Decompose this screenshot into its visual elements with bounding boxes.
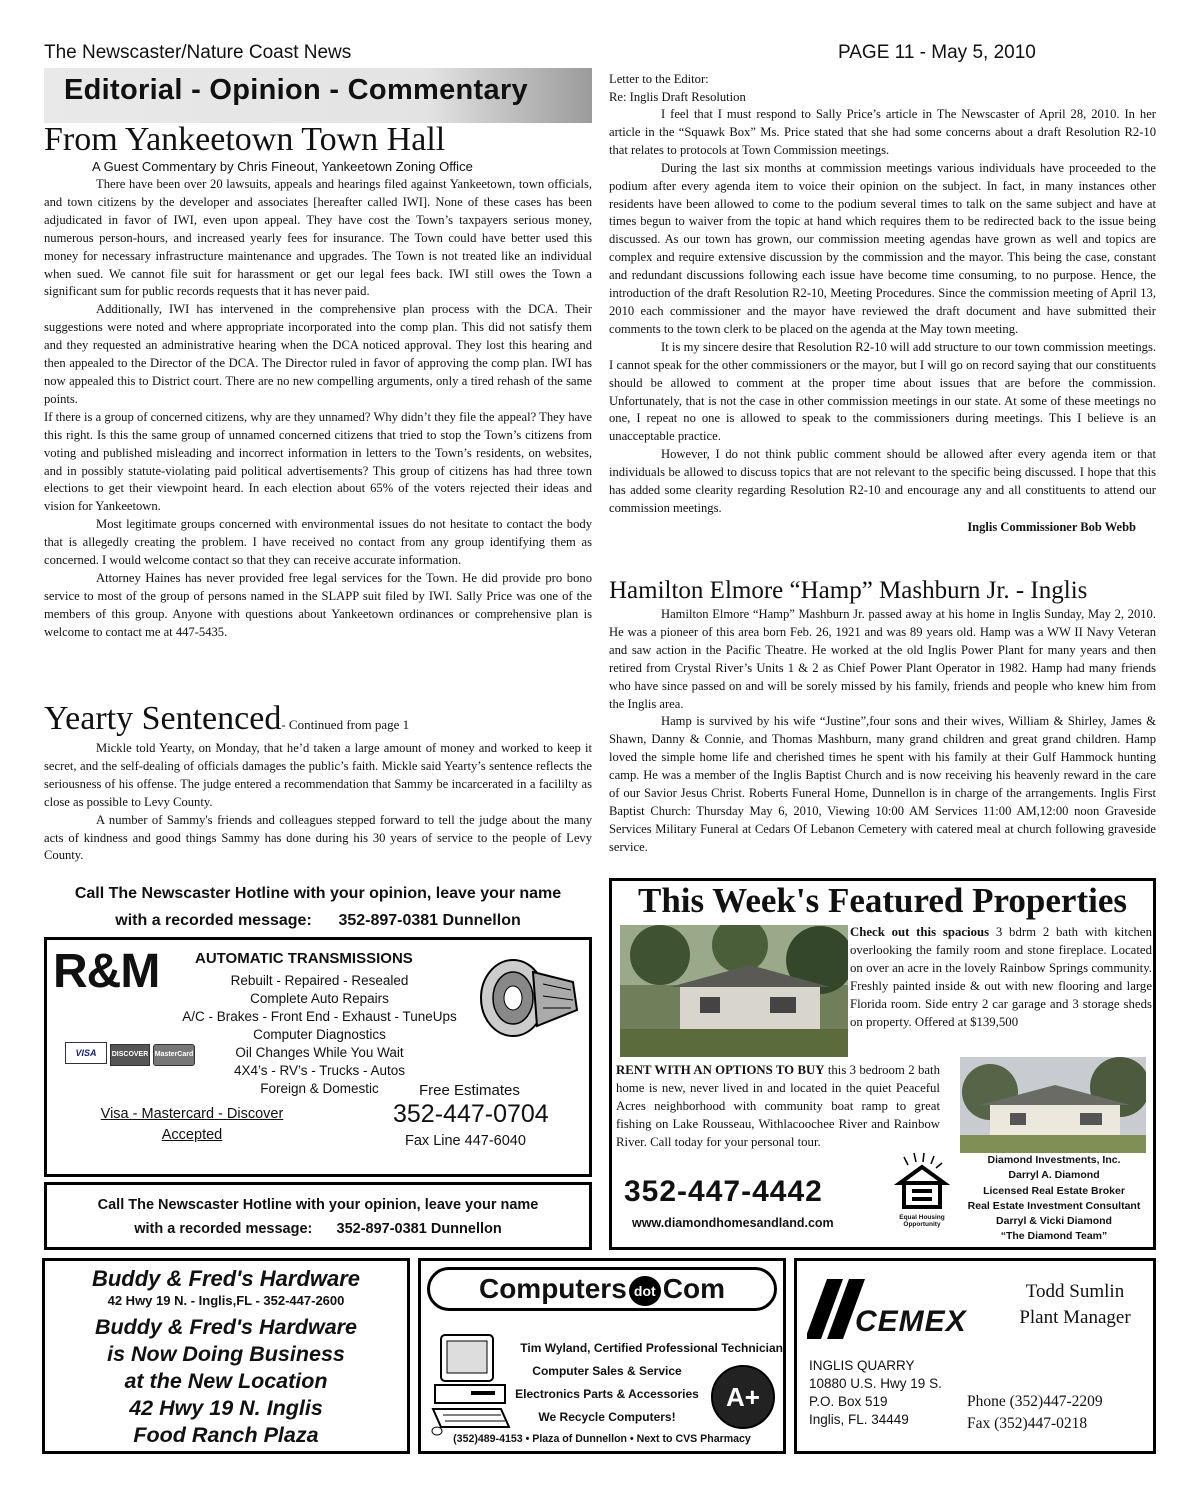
agent-line: Darryl A. Diamond: [1008, 1169, 1100, 1182]
letter-subject: Re: Inglis Draft Resolution: [609, 90, 746, 104]
yearty-headline: Yearty Sentenced: [44, 700, 282, 737]
listing-2-text: this 3 bedroom 2 bath home is new, never lived in and located in the quiet Peaceful Acres neighborhood with community boat ramp to great fishing on Lake Rousseau, Withlacoochee River and Rainbow River. Call today for your personal tour.: [616, 1063, 940, 1149]
yearty-article: [44, 700, 592, 865]
section-banner-label: Editorial - Opinion - Commentary: [64, 74, 528, 106]
paragraph: Most legitimate groups concerned with environmental issues do not hesitate to contact the body that is allegedly creating the problem. I have received no contact from any group identifying them as concerned. I would welcome contact so that they can receive accurate information.: [44, 517, 592, 568]
mastercard-card-icon: MasterCard: [153, 1044, 195, 1066]
paragraph: During the last six months at commission meetings various individuals have proceeded to the podium after every agenda item to voice their opinion on the subject. In fact, in many instances other residents have been allowed to come to the podium several times to talk on the same subject and have at times begun to waiver from the topic at hand which requires them to be redirected back to the issue being discussed. As our town has grown, our commission meeting agendas have grown as well and topics are complex and require extensive discussion by the commission and the mayor. This being the case, constant and redundant discussions following each issue have become time consuming, to no purpose. Hence, the introduction of the draft Resolution R2-10, Meeting Procedures. Since the commission meeting of April 13, 2010 each commissioner and the mayor have reviewed the draft document and have submitted their comments to the town clerk to be placed on the agenda at the May town meeting.: [609, 160, 1156, 336]
service-line: Complete Auto Repairs: [250, 991, 389, 1006]
featured-properties-ad: [609, 878, 1156, 1250]
hotline-line-2a: with a recorded message:: [134, 1221, 313, 1237]
hardware-address: 42 Hwy 19 N. - Inglis,FL - 352-447-2600: [107, 1293, 345, 1308]
rm-fax: Fax Line 447-6040: [405, 1133, 526, 1149]
a-plus-certified-seal-icon: A+: [711, 1365, 775, 1429]
paragraph: Additionally, IWI has intervened in the comprehensive plan process with the DCA. Their suggestions were noted and where appropriate incorporated into the comp plan. This did not satisfy them and they requested an administrative hearing when the DCA noticed approval. They lost this hearing and then appealed to the Director of the DCA. The Director ruled in favor of approving the comp plan. IWI has now appealed this to District court. There are no new compelling arguments, only a tired rehash of the same points.: [44, 302, 592, 406]
discover-card-icon: DISCOVER: [110, 1044, 150, 1066]
computers-technician: Tim Wyland, Certified Professional Technician: [520, 1341, 783, 1355]
service-line: A/C - Brakes - Front End - Exhaust - TuneUps: [182, 1009, 457, 1024]
paragraph: If there is a group of concerned citizens, why are they unnamed? Why didn’t they file the appeal? They have this right. Is this the same group of unnamed concerned citizens that tried to stop the Town’s citizens from voting and published misleading and incorrect information in letters to the Town’s residents, on websites, and in possibly statute-violating paid political advertisements? This group of citizens has had three town elections to get their viewpoint heard. In each election about 65% of the voters rejected their ideas and vision for Yankeetown.: [44, 409, 592, 514]
address-line: P.O. Box 519: [809, 1394, 888, 1409]
hardware-line: 42 Hwy 19 N. Inglis: [129, 1396, 323, 1420]
letter-salutation: Letter to the Editor:: [609, 72, 709, 86]
listing-1: [850, 923, 1152, 1031]
cemex-address: [809, 1357, 942, 1429]
cemex-phones: [967, 1391, 1103, 1435]
cemex-ad: [794, 1258, 1156, 1454]
paragraph: Attorney Haines has never provided free legal services for the Town. He did provide pro bono service to most of the group of persons named in the SLAPP suit filed by IWI. Sally Price was one of the members of this group. Anyone with questions about Yankeetown ordinances or comprehensive plan is welcome to contact me at 447-5435.: [44, 570, 592, 639]
hotline-line-1: Call The Newscaster Hotline with your opinion, leave your name: [97, 1197, 539, 1213]
rm-payment-line-1: Visa - Mastercard - Discover: [100, 1106, 284, 1122]
rm-services: [177, 972, 462, 1098]
hardware-name: Buddy & Fred's Hardware: [91, 1266, 361, 1291]
obituary-headline: Hamilton Elmore “Hamp” Mashburn Jr. - Inglis: [609, 577, 1088, 604]
yankeetown-article: [44, 122, 592, 642]
service-line: Computer Sales & Service: [532, 1364, 682, 1378]
cemex-logo-text: CEMEX: [855, 1305, 967, 1338]
paragraph: It is my sincere desire that Resolution R2-10 will add structure to our town commission meetings. I cannot speak for the other commissioners or the mayor, but I will go on record saying that our constituents should be allowed to comment at the proper time about issues that are before the commission. Unfortunately, that is not the case in other commission meetings in our state. At some of these meetings no one, I repeat no one is allowed to speak to the commissioners during meetings. This I believe is an unacceptable practice.: [609, 339, 1156, 444]
paragraph: Hamilton Elmore “Hamp” Mashburn Jr. passed away at his home in Inglis Sunday, May 2, 2010. He was a pioneer of this area born Feb. 26, 1921 and was 89 years old. Hamp was a WW II Navy Veteran and saw action in the Pacific Theatre. He worked at the old Inglis Power Plant for many years and then retired from Crystal River’s Units 1 & 2 as Chief Power Plant Operator in 1982. Hamp had many friends who have since passed on and will be sorely missed by his family, friends and people who knew him from the Inglis area.: [609, 607, 1156, 711]
obituary-body: [609, 606, 1156, 857]
properties-website[interactable]: www.diamondhomesandland.com: [632, 1216, 834, 1230]
cemex-fax: Fax (352)447-0218: [967, 1415, 1088, 1432]
service-line: Foreign & Domestic: [260, 1081, 379, 1096]
logo-dot: dot: [629, 1276, 661, 1306]
visa-card-icon: VISA: [65, 1042, 107, 1064]
rm-free-estimates: Free Estimates: [419, 1082, 520, 1099]
paragraph: There have been over 20 lawsuits, appeals and hearings filed against Yankeetown, town officials, and town citizens by the developer and associates [hereafter called IWI]. None of these cases has been adjudicated in favor of IWI, even upon appeal. They have cost the Town’s taxpayers serious money, numerous person-hours, and increased yearly fees for insurance. The Town could have better used this money for necessary infrastructure maintenance and upgrades. The Town is not treated like an individual when sued. We cannot file suit for harassment or get our legal fees back. IWI still owes the Town a significant sum for public records requests that it has never paid.: [44, 177, 592, 299]
running-head-page: PAGE 11 - May 5, 2010: [838, 42, 1036, 63]
service-line: Computer Diagnostics: [253, 1027, 386, 1042]
yankeetown-byline: A Guest Commentary by Chris Fineout, Yankeetown Zoning Office: [92, 159, 473, 174]
rm-title: AUTOMATIC TRANSMISSIONS: [195, 950, 413, 967]
equal-housing-label: Equal Housing Opportunity: [899, 1214, 945, 1228]
paragraph: Hamp is survived by his wife “Justine”,four sons and their wives, William & Shirley, James & Shawn, Danny & Connie, and Thomas Mashburn, many grand children and great grand children. Hamp loved the simple home life and cherished times he spent with his family at their Gulf Hammock hunting camp. He was a member of the Inglis Baptist Church and is now receiving his heavenly reward in the care of our Savior Jesus Christ. Roberts Funeral Home, Dunnellon is in charge of the arrangements. Inglis First Baptist Church: Thursday May 6, 2010, Viewing 10:00 AM Services 11:00 AM,12:00 noon Graveside Services Military Funeral at Cedars Of Lebanon Cemetery with catered meal at church following graveside service.: [609, 714, 1156, 854]
hardware-line: Food Ranch Plaza: [133, 1423, 319, 1447]
listing-2: [616, 1061, 940, 1151]
yankeetown-headline: From Yankeetown Town Hall: [44, 121, 446, 158]
listing-1-text: 3 bdrm 2 bath with kitchen overlooking the family room and stone fireplace. Located on over an acre in the lovely Rainbow Springs community. Freshly painted inside & out with new flooring and large Florida room. Side entry 2 car garage and 3 storage sheds on property. Offered at $139,500: [850, 925, 1153, 1029]
service-line: 4X4’s - RV’s - Trucks - Autos: [233, 1063, 406, 1078]
paragraph: Mickle told Yearty, on Monday, that he’d taken a large amount of money and worked to keep it secret, and the self-dealing of officials damages the public’s faith. Mickle said Yearty’s sentence reflects the seriousness of his offense. The judge entered a recommendation that Sammy be incarcerated in a facililty as close as possible to Levy County.: [44, 741, 592, 809]
cemex-contact-name: Todd Sumlin: [1025, 1281, 1125, 1302]
agent-line: Diamond Investments, Inc.: [987, 1154, 1121, 1166]
letter-body: [609, 106, 1156, 518]
service-line: Oil Changes While You Wait: [235, 1045, 404, 1060]
cemex-phone: Phone (352)447-2209: [967, 1393, 1103, 1410]
hardware-line: is Now Doing Business: [107, 1342, 345, 1366]
address-line: INGLIS QUARRY: [809, 1358, 915, 1373]
hardware-message: [45, 1314, 407, 1449]
section-banner: [44, 68, 592, 123]
hotline-notice: [44, 880, 592, 934]
computers-dot-com-ad: [418, 1258, 786, 1454]
logo-text-a: Computers: [478, 1273, 627, 1304]
hotline-phone: 352-897-0381 Dunnellon: [336, 1221, 502, 1237]
continued-note: - Continued from page 1: [281, 717, 410, 732]
hotline-notice-boxed: [44, 1182, 592, 1250]
rm-transmissions-ad: [44, 937, 592, 1177]
agent-line: Real Estate Investment Consultant: [967, 1199, 1141, 1212]
letter-signature: Inglis Commissioner Bob Webb: [967, 519, 1136, 534]
cemex-contact: [997, 1279, 1153, 1331]
agent-line: Licensed Real Estate Broker: [983, 1184, 1125, 1197]
agent-line: Darryl & Vicki Diamond: [996, 1215, 1112, 1228]
paragraph: However, I do not think public comment should be allowed after every agenda item or that individuals be allowed to discuss topics that are not relevant to the specific being discussed. I hope that this has added some clearity regarding Resolution R2-10 and encourage any and all constituents to attend our commission meetings.: [609, 447, 1156, 515]
hardware-ad: [42, 1258, 410, 1454]
listing-2-lead: RENT WITH AN OPTIONS TO BUY: [616, 1063, 825, 1077]
logo-text-b: Com: [662, 1273, 726, 1304]
computers-logo: [427, 1267, 777, 1311]
agent-line: “The Diamond Team”: [1000, 1230, 1108, 1243]
paragraph: I feel that I must respond to Sally Price’s article in The Newscaster of April 28, 2010. In her article in the “Squawk Box” Ms. Price stated that she had some concerns about a draft Resolution R2-10 that relates to protocols at Town Commission meetings.: [609, 107, 1156, 157]
computer-icon: [431, 1331, 511, 1441]
credit-card-logos: [65, 1042, 198, 1066]
properties-phone: 352-447-4442: [624, 1175, 823, 1208]
listing-1-lead: Check out this spacious: [850, 925, 990, 939]
properties-title: This Week's Featured Properties: [637, 881, 1127, 920]
equal-housing-icon: [894, 1151, 950, 1228]
address-line: Inglis, FL. 34449: [809, 1412, 909, 1427]
yearty-body: [44, 740, 592, 865]
agent-info: [956, 1153, 1152, 1245]
service-line: We Recycle Computers!: [538, 1410, 676, 1424]
obituary-article: [609, 576, 1156, 857]
yankeetown-body: [44, 176, 592, 642]
hardware-line: at the New Location: [124, 1369, 328, 1393]
rm-phone: 352-447-0704: [393, 1100, 549, 1128]
rm-logo: R&M: [53, 945, 160, 998]
address-line: 10880 U.S. Hwy 19 S.: [809, 1376, 942, 1391]
service-line: Electronics Parts & Accessories: [515, 1387, 699, 1401]
transmission-icon: [473, 950, 583, 1040]
computers-footer: (352)489-4153 • Plaza of Dunnellon • Next to CVS Pharmacy: [453, 1433, 751, 1445]
hardware-line: Buddy & Fred's Hardware: [95, 1315, 357, 1339]
rm-payment-line-2: Accepted: [161, 1127, 223, 1143]
paragraph: A number of Sammy's friends and colleagues stepped forward to tell the judge about the many acts of kindness and good things Sammy has done during his 30 years of service to the people of Levy County.: [44, 812, 592, 863]
letter-to-editor: [609, 70, 1156, 536]
hotline-line-1: Call The Newscaster Hotline with your opinion, leave your name: [74, 885, 562, 902]
running-head-publication: The Newscaster/Nature Coast News: [44, 42, 352, 63]
cemex-contact-title: Plant Manager: [1019, 1307, 1131, 1328]
hotline-line-2a: with a recorded message:: [115, 912, 312, 929]
house-photo-2: [960, 1057, 1146, 1153]
house-photo-1: [620, 925, 848, 1057]
service-line: Rebuilt - Repaired - Resealed: [230, 973, 409, 988]
rm-payment-note: [87, 1104, 297, 1146]
hotline-phone: 352-897-0381 Dunnellon: [338, 912, 521, 929]
